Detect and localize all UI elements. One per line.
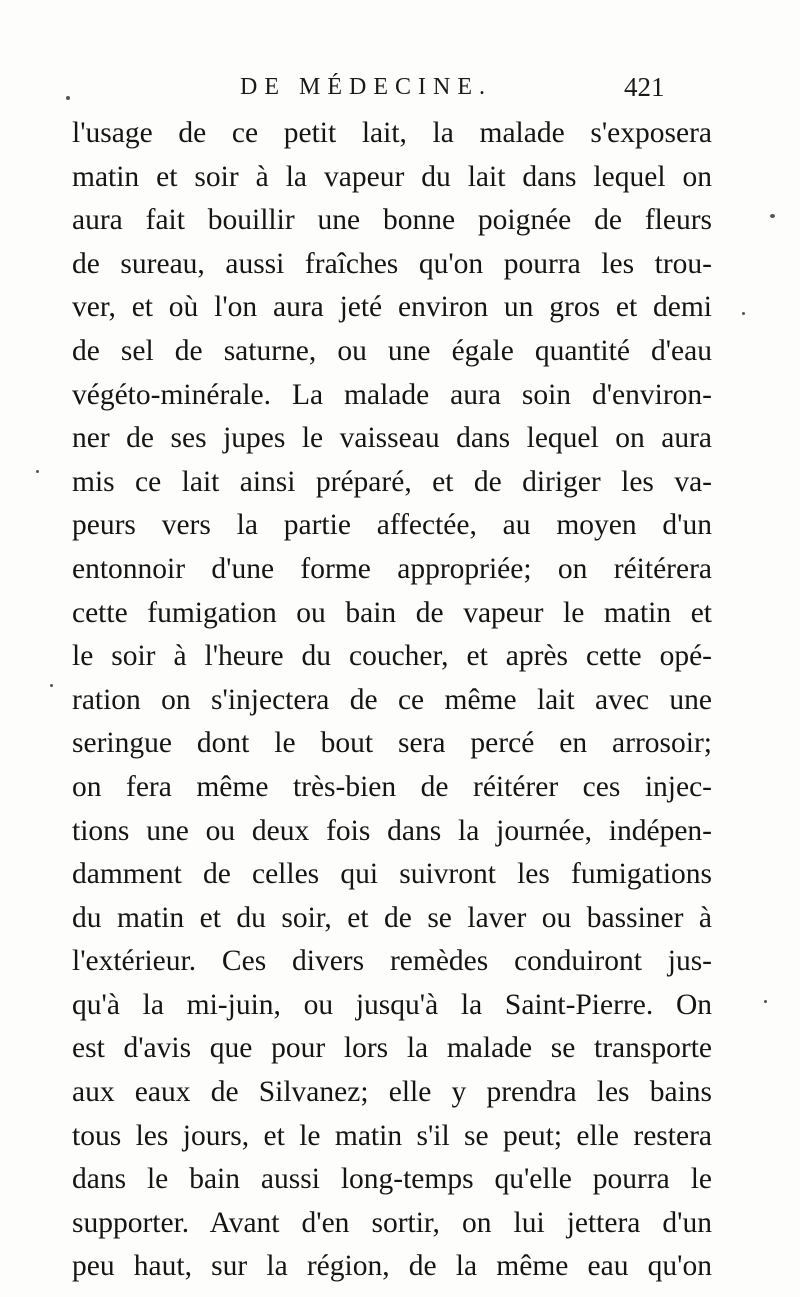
scan-speck — [770, 214, 775, 218]
text-line: entonnoir d'une forme appropriée; on réitérera — [72, 552, 712, 585]
text-line: mis ce lait ainsi préparé, et de diriger les va- — [72, 465, 712, 498]
body-text — [72, 112, 712, 1289]
text-line: l'usage de ce petit lait, la malade s'exposera — [72, 117, 712, 149]
text-line: damment de celles qui suivront les fumigations — [72, 858, 712, 891]
text-line: peu haut, sur la région, de la même eau qu'on — [72, 1250, 712, 1283]
page-number: 421 — [624, 72, 665, 102]
text-line: du matin et du soir, et de se laver ou bassiner à — [72, 901, 712, 934]
text-line: seringue dont le bout sera percé en arrosoir; — [72, 727, 712, 760]
text-line: l'extérieur. Ces divers remèdes conduiront jus- — [72, 945, 712, 978]
text-line: qu'à la mi-juin, ou jusqu'à la Saint-Pierre. On — [72, 988, 712, 1021]
text-line: le soir à l'heure du coucher, et après cette opé- — [72, 640, 712, 673]
running-head — [0, 72, 800, 108]
text-line: cette fumigation ou bain de vapeur le matin et — [72, 596, 712, 629]
text-line: matin et soir à la vapeur du lait dans lequel on — [72, 160, 712, 193]
text-line: on fera même très-bien de réitérer ces injec- — [72, 770, 712, 803]
scan-speck — [66, 96, 70, 100]
text-line: ner de ses jupes le vaisseau dans lequel on aura — [72, 422, 712, 455]
scan-speck — [36, 470, 39, 473]
text-line: de sel de saturne, ou une égale quantité d'eau — [72, 334, 712, 367]
scan-speck — [742, 312, 745, 315]
text-line: aura fait bouillir une bonne poignée de fleurs — [72, 204, 712, 237]
text-line: tous les jours, et le matin s'il se peut; elle restera — [72, 1119, 712, 1152]
text-line: tions une ou deux fois dans la journée, indépen- — [72, 814, 712, 847]
scan-speck — [764, 1000, 767, 1003]
text-line: dans le bain aussi long-temps qu'elle pourra le — [72, 1163, 712, 1196]
text-line: ver, et où l'on aura jeté environ un gros et demi — [72, 291, 712, 324]
text-line: de sureau, aussi fraîches qu'on pourra les trou- — [72, 247, 712, 280]
text-line: aux eaux de Silvanez; elle y prendra les bains — [72, 1076, 712, 1109]
text-line: ration on s'injectera de ce même lait avec une — [72, 683, 712, 716]
text-line: peurs vers la partie affectée, au moyen d'un — [72, 509, 712, 542]
text-line: végéto-minérale. La malade aura soin d'environ- — [72, 378, 712, 411]
running-title: DE MÉDECINE. — [240, 74, 492, 100]
text-line: supporter. Avant d'en sortir, on lui jettera d'un — [72, 1206, 712, 1239]
scan-speck — [50, 684, 53, 687]
text-line: est d'avis que pour lors la malade se transporte — [72, 1032, 712, 1065]
